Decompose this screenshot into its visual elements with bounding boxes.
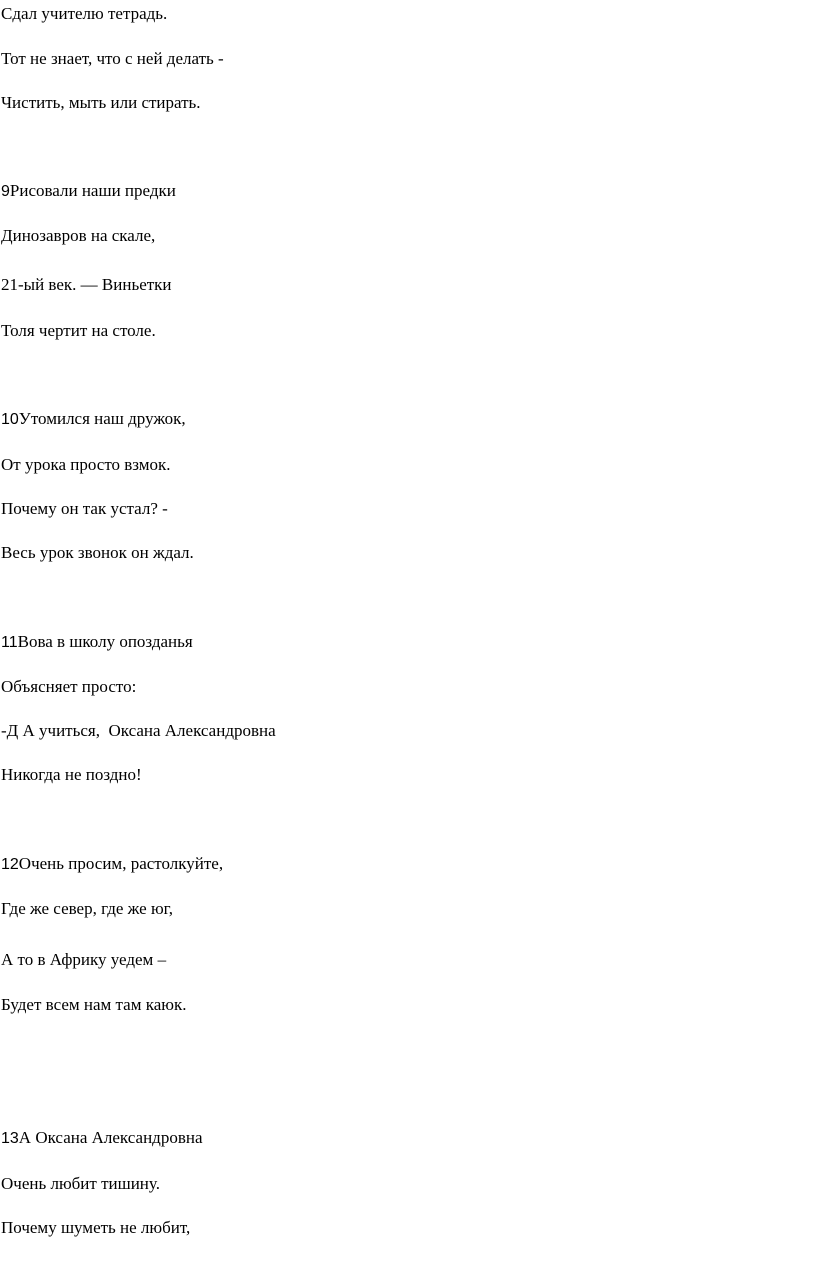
stanza-number: 9 <box>1 183 10 200</box>
poem-line: Где же север, где же юг, <box>1 899 173 918</box>
poem-line: Никогда не поздно! <box>1 765 142 784</box>
poem-line: Весь урок звонок он ждал. <box>1 543 194 562</box>
poem-line: Чистить, мыть или стирать. <box>1 93 201 112</box>
poem-line: Почему шуметь не любит, <box>1 1218 191 1237</box>
poem-line: 21-ый век. — Виньетки <box>1 275 172 294</box>
poem-line: А то в Африку уедем – <box>1 950 167 969</box>
poem-line: Очень любит тишину. <box>1 1174 160 1193</box>
stanza-number: 12 <box>1 856 19 873</box>
stanza-number: 10 <box>1 411 19 428</box>
poem-line-text: Очень просим, растолкуйте, <box>18 854 224 873</box>
poem-line <box>1 1127 203 1150</box>
poem-line <box>1 180 176 203</box>
poem-line: Сдал учителю тетрадь. <box>1 4 168 23</box>
stanza-number: 13 <box>1 1130 19 1147</box>
poem-line-text: Вова в школу опозданья <box>17 632 193 651</box>
poem-line: Толя чертит на столе. <box>1 321 156 340</box>
poem-line: Объясняет просто: <box>1 677 137 696</box>
poem-line: Динозавров на скале, <box>1 226 156 245</box>
poem-line <box>1 408 186 431</box>
poem-line-text: Рисовали наши предки <box>9 181 176 200</box>
poem-line-text: А Оксана Александровна <box>18 1128 203 1147</box>
poem-line: Почему он так устал? - <box>1 499 168 518</box>
poem-line-text: Утомился наш дружок, <box>18 409 186 428</box>
poem-line: Тот не знает, что с ней делать - <box>1 49 224 68</box>
stanza-number: 11 <box>1 634 18 651</box>
poem-line: От урока просто взмок. <box>1 455 171 474</box>
poem-line <box>1 853 223 876</box>
poem-line: Будет всем нам там каюк. <box>1 995 187 1014</box>
poem-line <box>1 631 193 654</box>
poem-line: -Д А учиться, Оксана Александровна <box>1 721 276 740</box>
